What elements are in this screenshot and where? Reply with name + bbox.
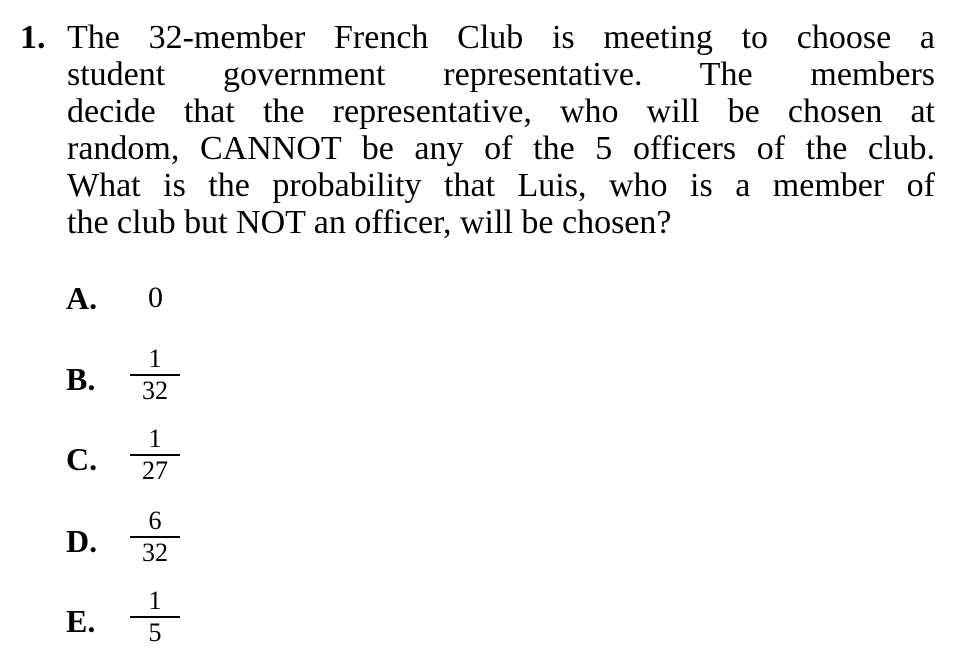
- choice-a-value: 0: [148, 281, 163, 314]
- choice-c-numerator: 1: [148, 424, 162, 453]
- choice-a[interactable]: [66, 282, 266, 352]
- question-number: 1.: [20, 19, 46, 56]
- choice-d-letter: D.: [66, 523, 98, 559]
- choice-b-denominator: 32: [142, 376, 168, 405]
- choice-b-fraction: [130, 346, 180, 404]
- choice-e-denominator: 5: [148, 618, 162, 647]
- choice-e-fraction: [130, 588, 180, 646]
- choice-d[interactable]: [66, 508, 266, 578]
- choice-c-letter: C.: [66, 441, 98, 477]
- choice-c-fraction: [130, 426, 180, 484]
- choice-a-letter: A.: [66, 280, 98, 316]
- choice-e[interactable]: [66, 588, 266, 658]
- question-line-4: random, CANNOT be any of the 5 officers of the club.: [67, 130, 935, 167]
- question-line-6: the club but NOT an officer, will be chosen?: [67, 204, 672, 241]
- choice-b[interactable]: [66, 346, 266, 416]
- question-line-5: What is the probability that Luis, who is a member of: [67, 167, 935, 204]
- choice-d-numerator: 6: [148, 506, 162, 535]
- question-line-3: decide that the representative, who will be chosen at: [67, 93, 935, 130]
- choice-e-numerator: 1: [148, 586, 162, 615]
- question-line-2: student government representative. The members: [67, 56, 935, 93]
- question-text: [67, 19, 935, 241]
- choice-c[interactable]: [66, 426, 266, 496]
- choice-d-fraction: [130, 508, 180, 566]
- choice-b-numerator: 1: [148, 344, 162, 373]
- choice-c-denominator: 27: [142, 456, 168, 485]
- choice-b-letter: B.: [66, 361, 96, 397]
- choice-e-letter: E.: [66, 603, 96, 639]
- choice-d-denominator: 32: [142, 538, 168, 567]
- question-line-1: The 32-member French Club is meeting to choose a: [67, 19, 935, 56]
